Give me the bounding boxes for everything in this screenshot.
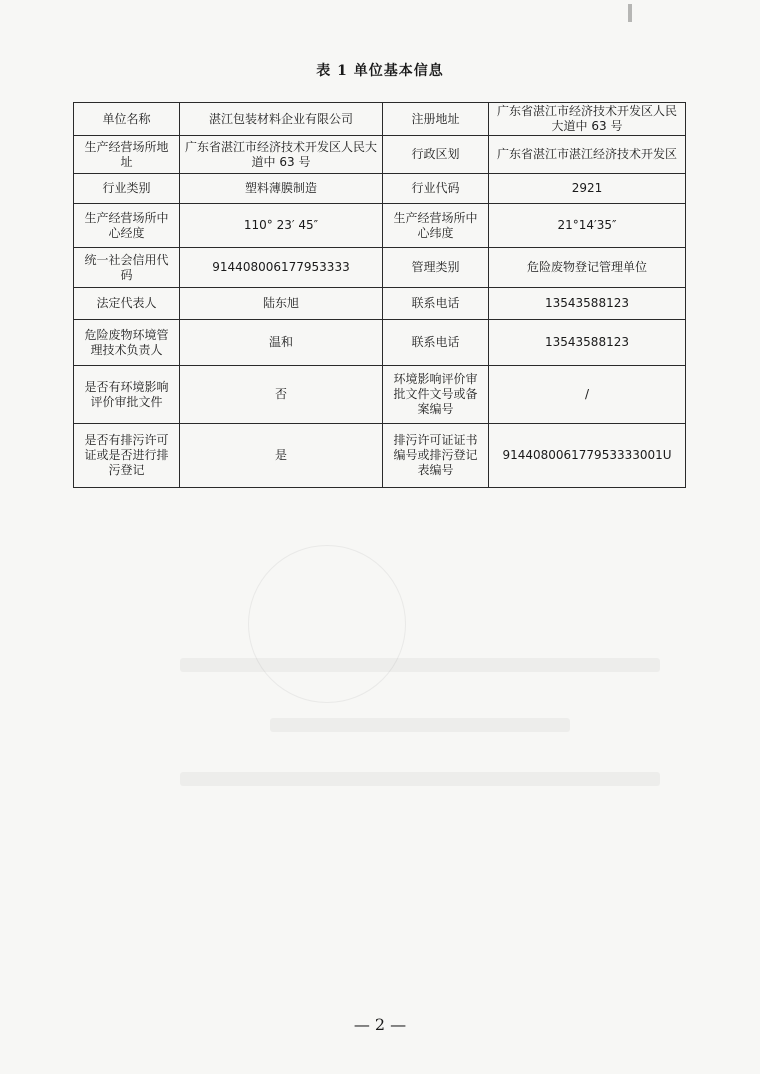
field-label: 单位名称 xyxy=(74,103,180,136)
field-label: 生产经营场所地址 xyxy=(74,136,180,174)
field-value: 是 xyxy=(180,424,383,488)
field-label: 管理类别 xyxy=(383,248,489,288)
field-label: 行业代码 xyxy=(383,174,489,204)
table-row xyxy=(74,136,686,174)
field-value: 914408006177953333 xyxy=(180,248,383,288)
bleedthrough-line xyxy=(180,658,660,672)
scan-mark xyxy=(628,4,632,22)
field-label: 联系电话 xyxy=(383,288,489,320)
table-row xyxy=(74,288,686,320)
basic-info-table xyxy=(73,102,686,488)
bleedthrough-line xyxy=(180,772,660,786)
field-label: 生产经营场所中心经度 xyxy=(74,204,180,248)
field-label: 是否有环境影响评价审批文件 xyxy=(74,366,180,424)
table-row xyxy=(74,366,686,424)
field-value: 否 xyxy=(180,366,383,424)
field-label: 注册地址 xyxy=(383,103,489,136)
table-row xyxy=(74,204,686,248)
field-label: 生产经营场所中心纬度 xyxy=(383,204,489,248)
table-row xyxy=(74,248,686,288)
field-label: 行政区划 xyxy=(383,136,489,174)
bleedthrough-line xyxy=(270,718,570,732)
field-value: 广东省湛江市经济技术开发区人民大道中 63 号 xyxy=(489,103,686,136)
field-label: 危险废物环境管理技术负责人 xyxy=(74,320,180,366)
field-label: 统一社会信用代码 xyxy=(74,248,180,288)
table-row xyxy=(74,424,686,488)
field-label: 环境影响评价审批文件文号或备案编号 xyxy=(383,366,489,424)
table-row xyxy=(74,103,686,136)
field-value: 塑料薄膜制造 xyxy=(180,174,383,204)
field-label: 行业类别 xyxy=(74,174,180,204)
field-value: 广东省湛江市经济技术开发区人民大道中 63 号 xyxy=(180,136,383,174)
field-value: 21°14′35″ xyxy=(489,204,686,248)
field-value: 广东省湛江市湛江经济技术开发区 xyxy=(489,136,686,174)
field-value: 13543588123 xyxy=(489,320,686,366)
field-value: 914408006177953333001U xyxy=(489,424,686,488)
field-label: 是否有排污许可证或是否进行排污登记 xyxy=(74,424,180,488)
field-label: 排污许可证证书编号或排污登记表编号 xyxy=(383,424,489,488)
faint-stamp-bleedthrough xyxy=(248,545,406,703)
page-number: — 2 — xyxy=(353,1015,407,1034)
table-row xyxy=(74,320,686,366)
field-value: / xyxy=(489,366,686,424)
field-value: 湛江包装材料企业有限公司 xyxy=(180,103,383,136)
field-label: 法定代表人 xyxy=(74,288,180,320)
table-title: 表 1 单位基本信息 xyxy=(316,63,444,79)
field-value: 110° 23′ 45″ xyxy=(180,204,383,248)
field-value: 温和 xyxy=(180,320,383,366)
field-value: 13543588123 xyxy=(489,288,686,320)
field-value: 陆东旭 xyxy=(180,288,383,320)
field-value: 2921 xyxy=(489,174,686,204)
table-row xyxy=(74,174,686,204)
field-label: 联系电话 xyxy=(383,320,489,366)
field-value: 危险废物登记管理单位 xyxy=(489,248,686,288)
